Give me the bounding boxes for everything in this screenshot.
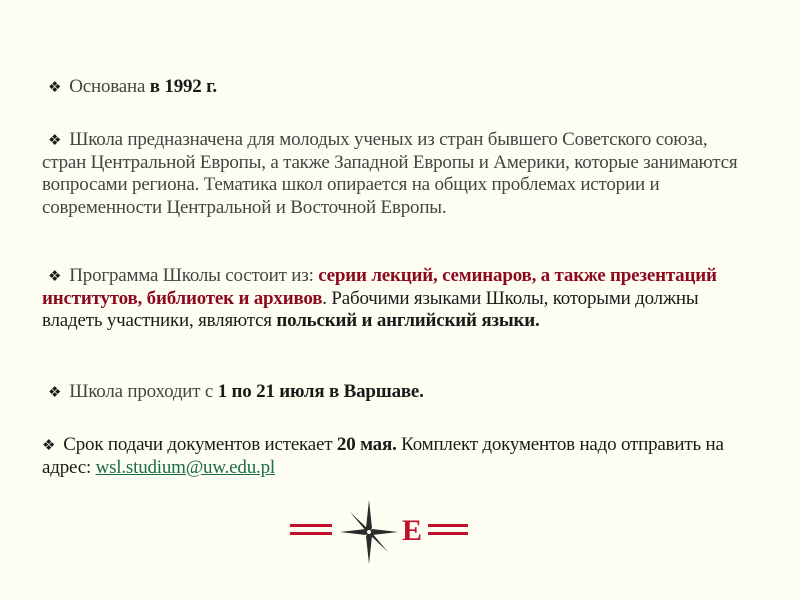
emblem bbox=[290, 498, 470, 568]
emblem-bar-left-bottom bbox=[290, 532, 332, 535]
dates-intro: Школа проходит с bbox=[69, 381, 218, 402]
program-languages: польский и английский языки. bbox=[276, 310, 540, 331]
bullet-icon: ❖ bbox=[48, 383, 62, 401]
paragraph-founded bbox=[42, 76, 742, 99]
emblem-letter: E bbox=[402, 514, 423, 547]
paragraph-deadline bbox=[42, 434, 742, 479]
emblem-bar-left-top bbox=[290, 524, 332, 527]
program-intro: Программа Школы состоит из: bbox=[69, 265, 319, 286]
founded-text: Основана bbox=[69, 76, 150, 97]
paragraph-dates bbox=[42, 381, 742, 404]
deadline-intro: Срок подачи документов истекает bbox=[63, 434, 337, 455]
purpose-text: Школа предназначена для молодых ученых из стран бывшего Советского союза, стран Центральной Европы, а также Западной Европы и Америки, которые занимаются вопросами региона. Тематика школ опирается на общих проблемах истории и современности Центральной и Восточной Европы. bbox=[42, 129, 738, 218]
bullet-icon: ❖ bbox=[42, 436, 56, 454]
bullet-icon: ❖ bbox=[48, 267, 62, 285]
bullet-icon: ❖ bbox=[48, 131, 62, 149]
program-mid: . Рабочими языками Школы, которыми должны владеть участники, являются bbox=[42, 287, 699, 331]
founded-year: в 1992 г. bbox=[149, 76, 217, 97]
emblem-bar-right-bottom bbox=[428, 532, 468, 535]
email-link[interactable]: wsl.studium@uw.edu.pl bbox=[95, 456, 275, 478]
deadline-date: 20 мая. bbox=[336, 434, 397, 455]
bullet-icon: ❖ bbox=[48, 78, 62, 96]
paragraph-program bbox=[42, 265, 742, 333]
program-highlight: серии лекций, семинаров, а также презентаций институтов, библиотек и архивов bbox=[42, 265, 717, 309]
deadline-post: Комплект документов надо отправить на адрес: bbox=[42, 434, 724, 478]
emblem-bar-right-top bbox=[428, 524, 468, 527]
compass-star-icon bbox=[338, 498, 400, 566]
dates-value: 1 по 21 июля в Варшаве. bbox=[217, 381, 424, 402]
paragraph-purpose bbox=[42, 129, 742, 219]
